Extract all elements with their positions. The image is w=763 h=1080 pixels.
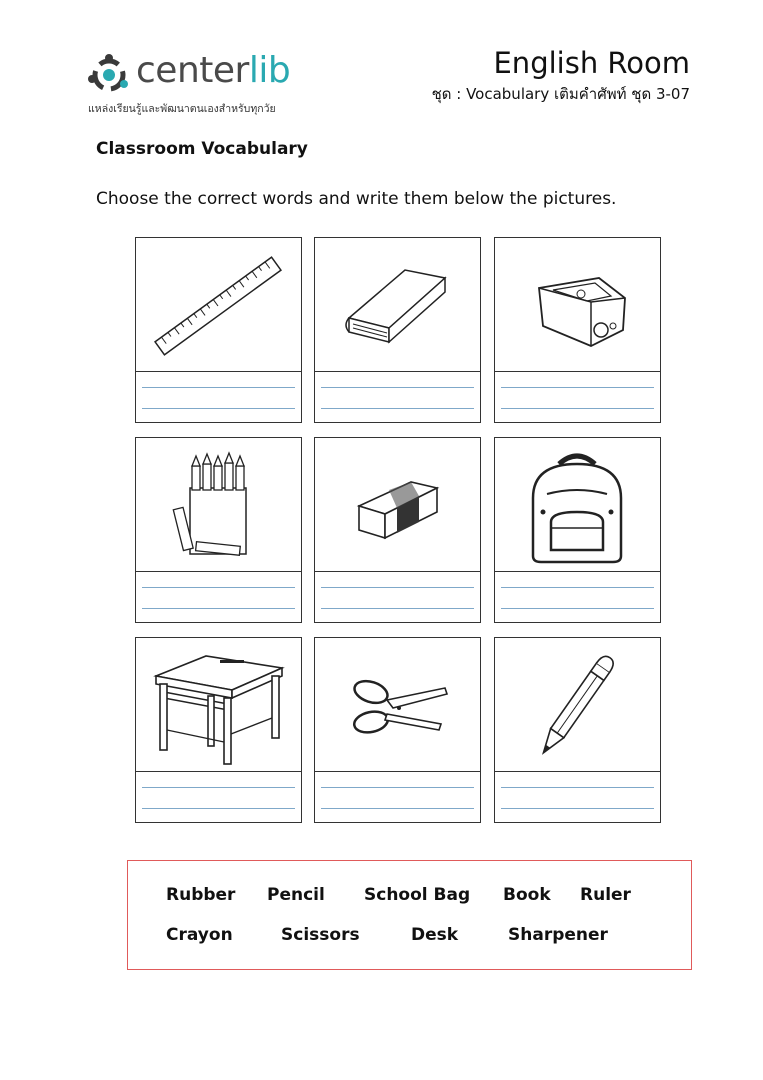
word-bank: [127, 860, 692, 970]
picture-card: [494, 637, 661, 823]
answer-lines[interactable]: [315, 771, 480, 823]
answer-lines[interactable]: [315, 371, 480, 423]
answer-lines[interactable]: [495, 571, 660, 623]
answer-lines[interactable]: [136, 571, 301, 623]
sharpener-icon: [495, 238, 660, 371]
document-subtitle: ชุด : Vocabulary เติมคำศัพท์ ชุด 3-07: [431, 85, 690, 103]
answer-lines[interactable]: [136, 371, 301, 423]
school-bag-icon: [495, 438, 660, 571]
word-bank-item: Desk: [411, 925, 459, 945]
worksheet-instruction: Choose the correct words and write them below the pictures.: [96, 189, 617, 209]
answer-lines[interactable]: [495, 371, 660, 423]
document-title: English Room: [493, 46, 690, 80]
picture-card: [494, 437, 661, 623]
desk-icon: [136, 638, 301, 771]
word-bank-item: Book: [503, 885, 551, 905]
word-bank-item: Pencil: [267, 885, 325, 905]
book-icon: [315, 238, 480, 371]
answer-lines[interactable]: [315, 571, 480, 623]
word-bank-item: School Bag: [364, 885, 471, 905]
rubber-icon: [315, 438, 480, 571]
picture-card: [135, 637, 302, 823]
picture-card: [314, 237, 481, 423]
answer-lines[interactable]: [495, 771, 660, 823]
logo-wordmark: centerlib: [136, 50, 291, 91]
ruler-icon: [136, 238, 301, 371]
answer-lines[interactable]: [136, 771, 301, 823]
scissors-icon: [315, 638, 480, 771]
word-bank-item: Sharpener: [508, 925, 608, 945]
worksheet-heading: Classroom Vocabulary: [96, 139, 308, 159]
word-bank-item: Rubber: [166, 885, 236, 905]
logo-tagline: แหล่งเรียนรู้และพัฒนาตนเองสำหรับทุกวัย: [88, 103, 276, 115]
pencil-icon: [495, 638, 660, 771]
word-bank-item: Crayon: [166, 925, 233, 945]
picture-card: [314, 637, 481, 823]
picture-card: [135, 437, 302, 623]
word-bank-item: Ruler: [580, 885, 631, 905]
picture-card: [494, 237, 661, 423]
logo-mark-icon: [86, 52, 132, 98]
centerlib-logo: [86, 46, 326, 116]
word-bank-item: Scissors: [281, 925, 360, 945]
crayon-icon: [136, 438, 301, 571]
picture-card: [314, 437, 481, 623]
picture-card: [135, 237, 302, 423]
